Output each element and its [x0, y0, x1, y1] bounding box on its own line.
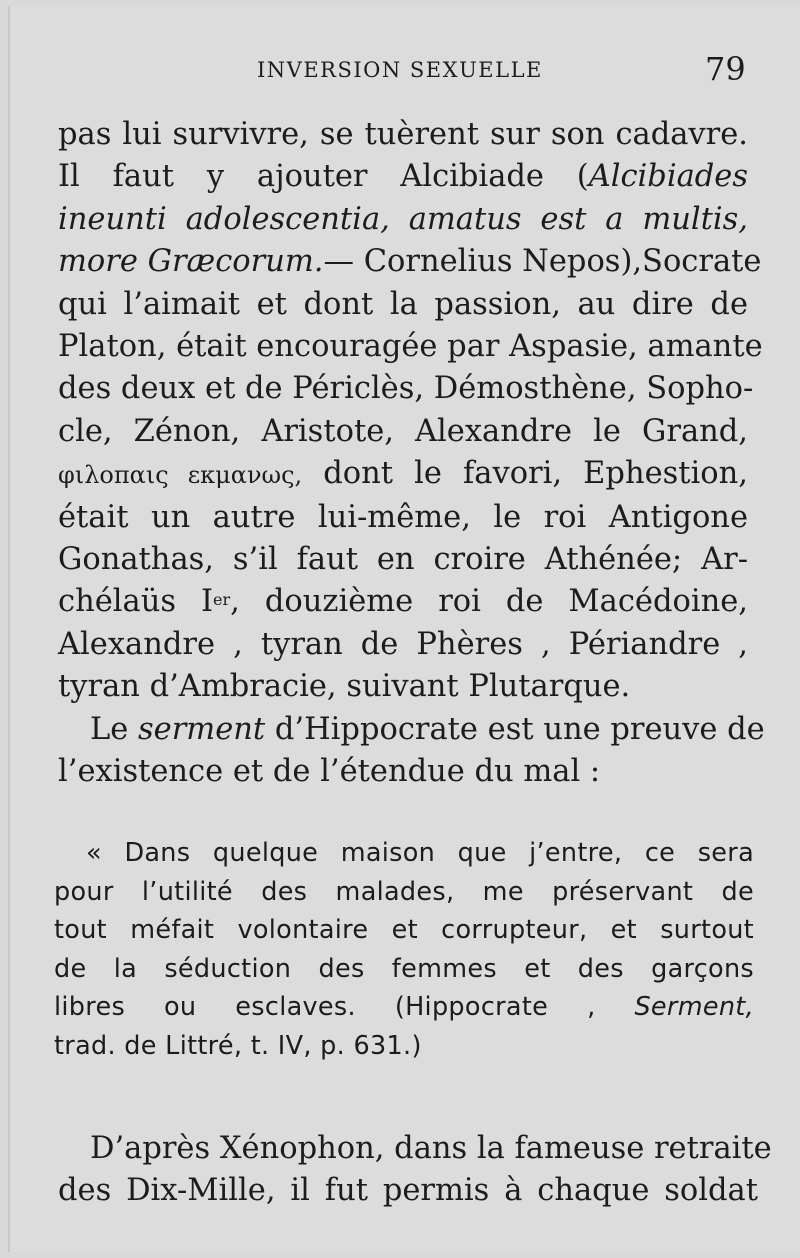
text-line — [58, 156, 748, 198]
text-line: était un autre lui-même, le roi Antigone — [58, 499, 748, 535]
quote-line: « Dans quelque maison que j’entre, ce sera — [86, 838, 754, 868]
paragraph-3 — [58, 1128, 772, 1213]
superscript: er — [213, 590, 231, 610]
book-page — [8, 6, 800, 1252]
text-span: chélaüs I — [58, 584, 214, 620]
quote-line: tout méfait volontaire et corrupteur, et surtout — [54, 915, 754, 945]
quote-line: pour l’utilité des malades, me préservant de — [54, 876, 754, 907]
text-line: Gonathas, s’il faut en croire Athénée; Ar- — [58, 542, 748, 578]
italic-span: serment — [138, 711, 266, 747]
main-text — [58, 114, 765, 794]
text-span: dont le favori, Ephestion, — [302, 456, 748, 492]
page-number: 79 — [705, 50, 746, 88]
text-line: des Dix-Mille, il fut permis à chaque soldat — [58, 1173, 758, 1209]
text-line: des deux et de Périclès, Démosthène, Sopho- — [58, 371, 754, 407]
text-line: pas lui survivre, se tuèrent sur son cadavre. — [58, 117, 748, 152]
greek-span: φιλοπαις εκμανως, — [58, 461, 303, 490]
text-line: l’existence et de l’étendue du mal : — [58, 754, 601, 790]
text-span: Le — [90, 711, 138, 747]
text-span: d’Hippocrate est une preuve de — [265, 711, 765, 747]
text-span: Il faut y ajouter Alcibiade ( — [58, 159, 589, 195]
text-line: tyran d’Ambracie, suivant Plutarque. — [58, 669, 631, 705]
text-line: cle, Zénon, Aristote, Alexandre le Grand, — [58, 413, 748, 449]
paragraph-2 — [58, 709, 765, 794]
text-span: — Cornelius Nepos),Socrate — [323, 244, 762, 280]
running-title: INVERSION SEXUELLE — [257, 58, 543, 82]
paragraph-1 — [58, 114, 763, 709]
text-span: , douzième roi de Macédoine, — [230, 584, 748, 620]
text-line — [58, 241, 762, 283]
text-line — [58, 709, 765, 751]
text-line — [58, 453, 748, 496]
block-quote — [54, 834, 754, 1065]
page-header — [10, 46, 800, 96]
italic-span: Alcibiades — [588, 159, 748, 195]
text-line: D’après Xénophon, dans la fameuse retraite — [90, 1131, 772, 1166]
text-line — [58, 199, 748, 241]
quote-line: de la séduction des femmes et des garçons — [54, 953, 754, 984]
text-span: libres ou esclaves. (Hippocrate , — [54, 992, 635, 1022]
text-line: Platon, était encouragée par Aspasie, amante — [58, 329, 763, 365]
text-line — [58, 581, 748, 623]
italic-span: ineunti adolescentia, amatus est a multis, — [58, 201, 748, 237]
text-line: Alexandre , tyran de Phères , Périandre , — [58, 626, 748, 662]
italic-span: more Græcorum. — [58, 244, 324, 280]
quote-line — [54, 988, 754, 1027]
text-line: qui l’aimait et dont la passion, au dire de — [58, 286, 748, 322]
italic-span: Serment, — [634, 992, 754, 1022]
quote-line: trad. de Littré, t. IV, p. 631.) — [54, 1030, 422, 1061]
